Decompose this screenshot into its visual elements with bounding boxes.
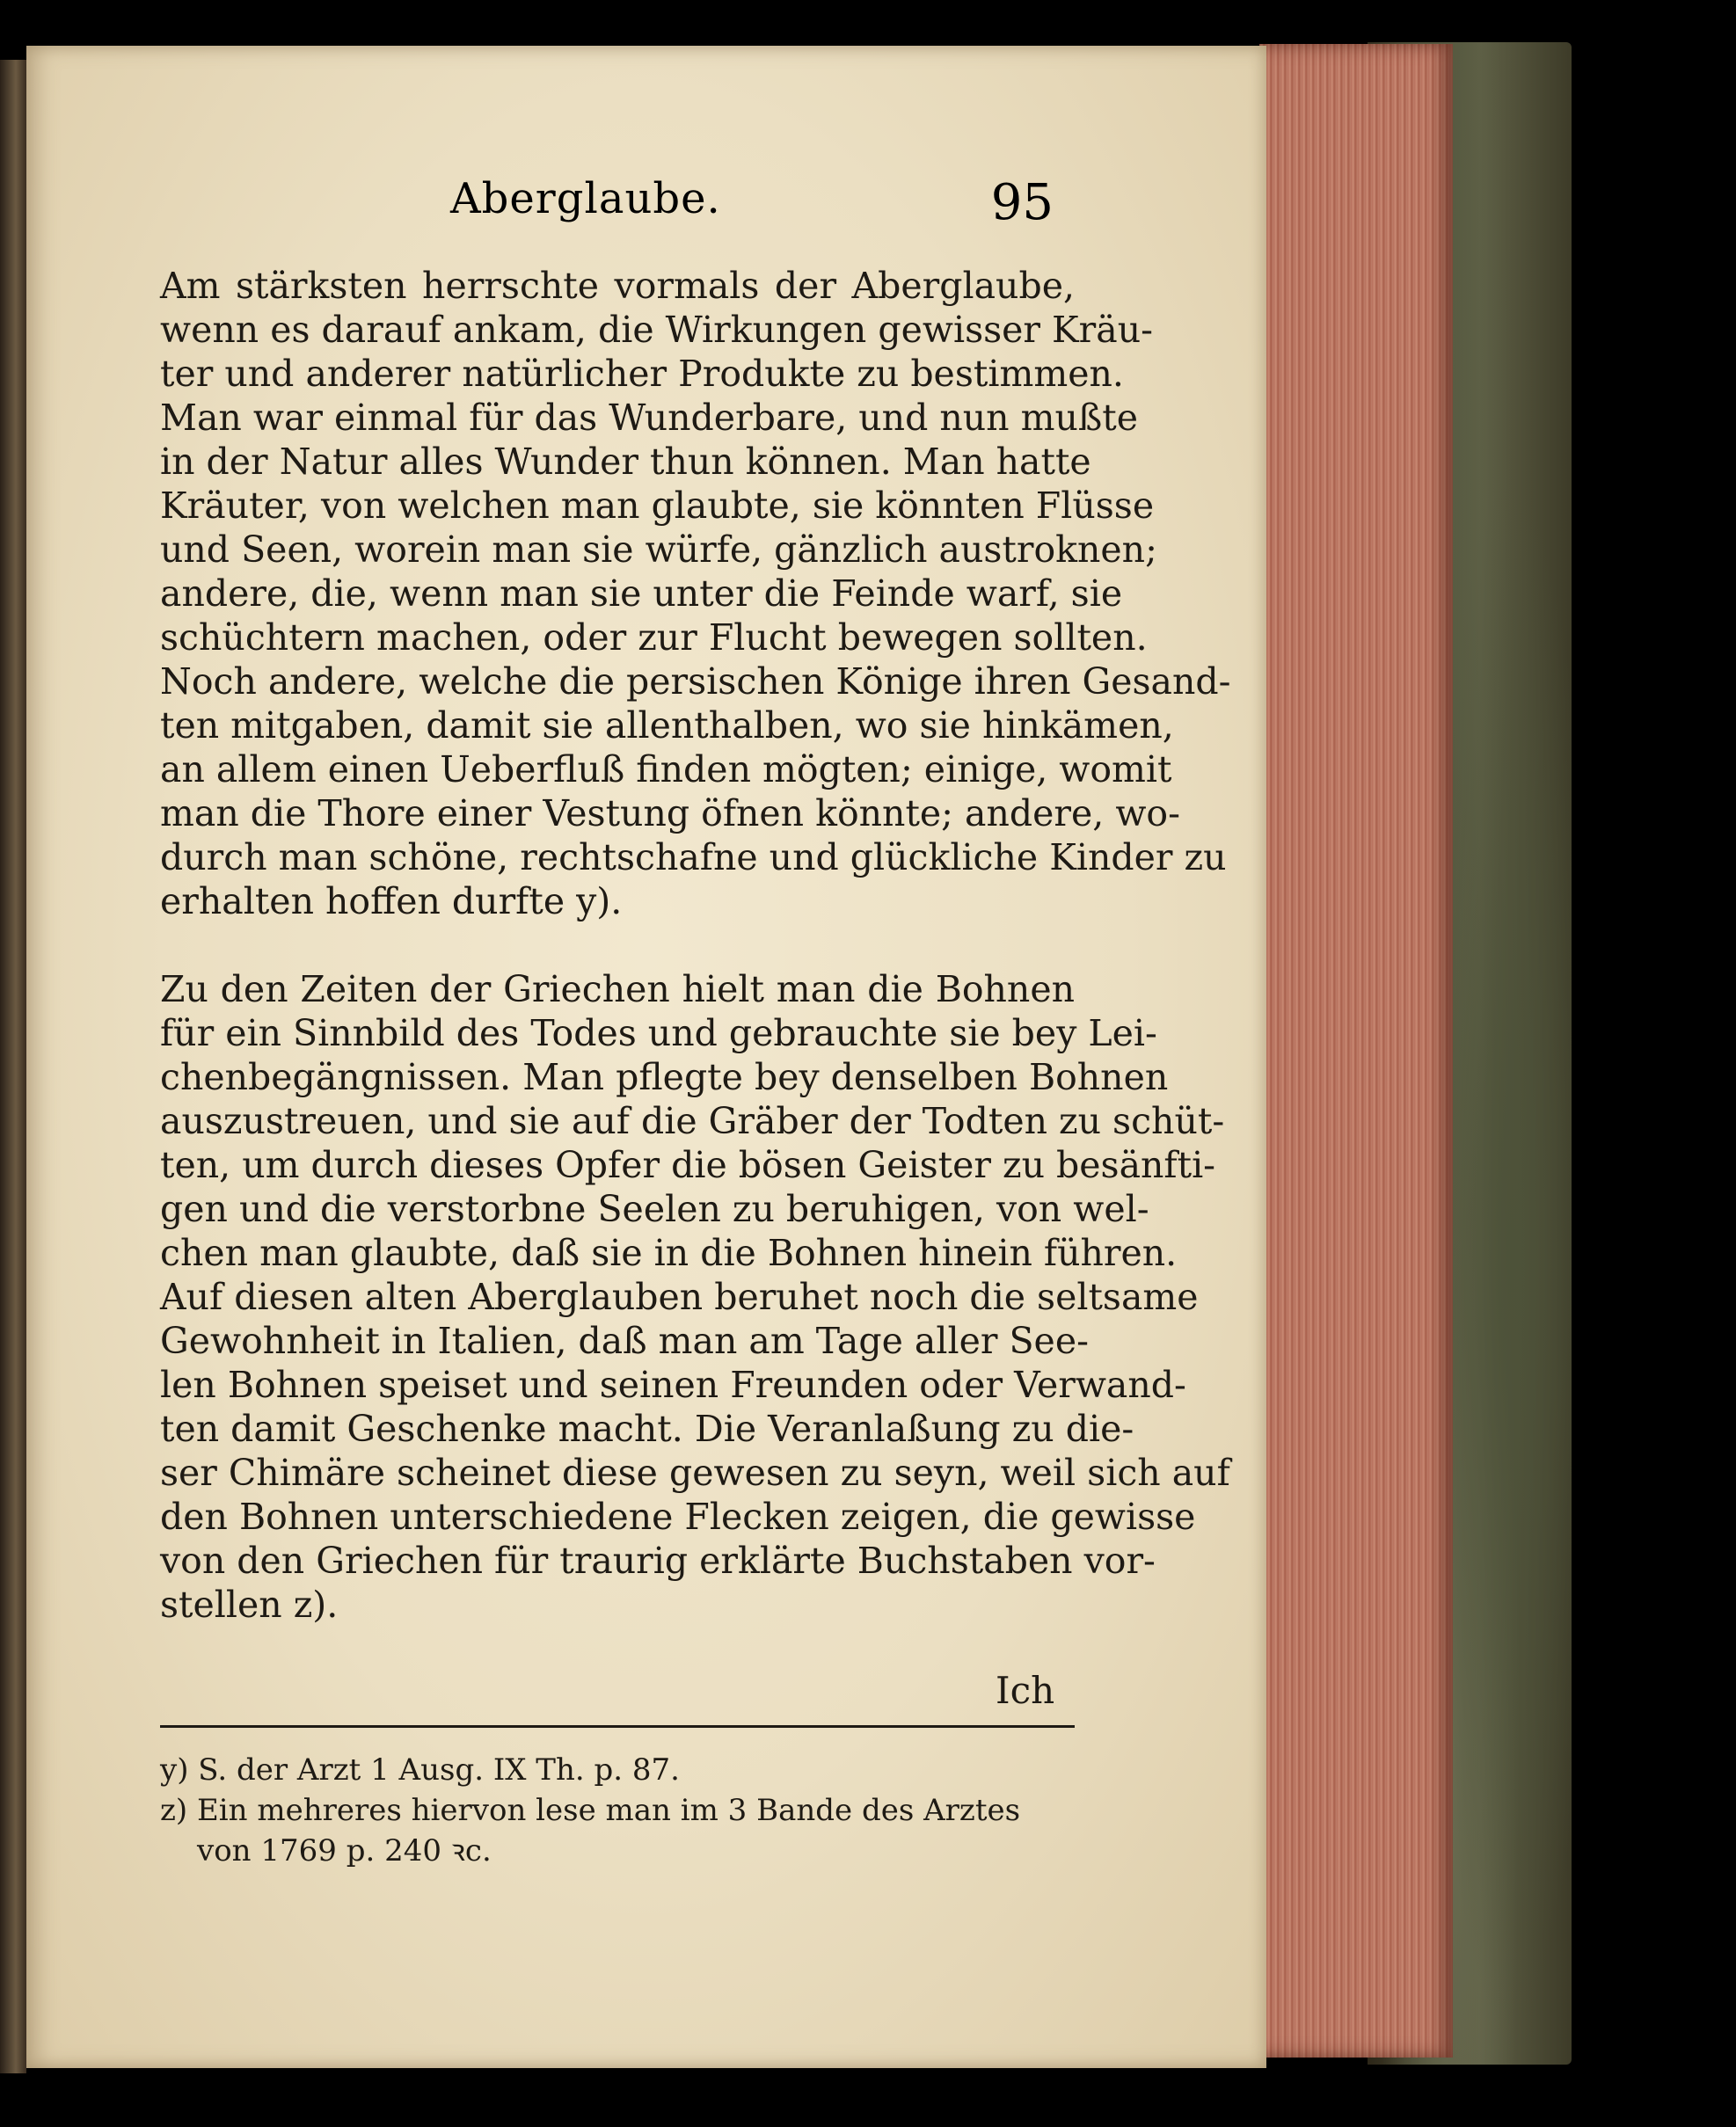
text-line: len Bohnen speiset und seinen Freunden oder Verwand- <box>160 1364 1186 1406</box>
page-number: 95 <box>990 174 1054 231</box>
text-line: auszustreuen, und sie auf die Gräber der Todten zu schüt- <box>160 1100 1225 1142</box>
text-line: ten damit Geschenke macht. Die Veranlaßung zu die- <box>160 1408 1134 1450</box>
text-line: Auf diesen alten Aberglauben beruhet noch die seltsame <box>160 1276 1199 1318</box>
text-line: Noch andere, welche die persischen Könige ihren Gesand- <box>160 660 1231 703</box>
text-line: an allem einen Ueberfluß finden mögten; einige, womit <box>160 748 1172 790</box>
text-line: chen man glaubte, daß sie in die Bohnen hinein führen. <box>160 1232 1178 1274</box>
facing-page-edge <box>0 60 26 2073</box>
footnote-z: z) Ein mehreres hiervon lese man im 3 Bande des Arztes <box>160 1793 1021 1828</box>
running-title: Aberglaube. <box>450 174 721 223</box>
text-line: ter und anderer natürlicher Produkte zu bestimmen. <box>160 353 1124 395</box>
text-line: in der Natur alles Wunder thun können. Man hatte <box>160 441 1091 483</box>
text-line: ten, um durch dieses Opfer die bösen Geister zu besänfti- <box>160 1144 1216 1186</box>
page-fore-edge <box>1259 44 1453 2058</box>
footnote-rule <box>160 1725 1075 1728</box>
text-line: chenbegängnissen. Man pflegte bey denselben Bohnen <box>160 1056 1169 1098</box>
text-line: Man war einmal für das Wunderbare, und nun mußte <box>160 397 1139 439</box>
text-line: andere, die, wenn man sie unter die Feinde warf, sie <box>160 572 1123 615</box>
text-line: von den Griechen für traurig erklärte Buchstaben vor- <box>160 1540 1156 1582</box>
text-line: gen und die verstorbne Seelen zu beruhigen, von wel- <box>160 1188 1149 1230</box>
footnote-y: y) S. der Arzt 1 Ausg. IX Th. p. 87. <box>160 1752 680 1788</box>
text-line: den Bohnen unterschiedene Flecken zeigen, die gewisse <box>160 1496 1196 1538</box>
footnote-z-continued: von 1769 p. 240 ꝛc. <box>197 1833 492 1868</box>
text-line: durch man schöne, rechtschafne und glückliche Kinder zu <box>160 836 1227 878</box>
text-line: Kräuter, von welchen man glaubte, sie könnten Flüsse <box>160 484 1155 527</box>
text-line: Gewohnheit in Italien, daß man am Tage aller See- <box>160 1320 1089 1362</box>
text-line: schüchtern machen, oder zur Flucht bewegen sollten. <box>160 616 1148 659</box>
text-line: ser Chimäre scheinet diese gewesen zu seyn, weil sich auf <box>160 1452 1230 1494</box>
page-header <box>160 174 1075 237</box>
paragraph-1 <box>160 264 1231 923</box>
text-line: für ein Sinnbild des Todes und gebrauchte sie bey Lei- <box>160 1012 1157 1054</box>
text-line: Zu den Zeiten der Griechen hielt man die Bohnen <box>160 968 1075 1010</box>
text-line: und Seen, worein man sie würfe, gänzlich austroknen; <box>160 528 1157 571</box>
text-line: erhalten hoffen durfte y). <box>160 880 623 922</box>
text-line: stellen z). <box>160 1584 339 1626</box>
catchword: Ich <box>996 1669 1055 1712</box>
footnotes <box>160 1750 1075 1871</box>
text-line: wenn es darauf ankam, die Wirkungen gewisser Kräu- <box>160 309 1153 351</box>
text-line: ten mitgaben, damit sie allenthalben, wo sie hinkämen, <box>160 704 1174 747</box>
paragraph-2 <box>160 967 1230 1627</box>
text-line: Am stärksten herrschte vormals der Aberglaube, <box>160 265 1075 307</box>
text-line: man die Thore einer Vestung öfnen könnte; andere, wo- <box>160 792 1180 834</box>
